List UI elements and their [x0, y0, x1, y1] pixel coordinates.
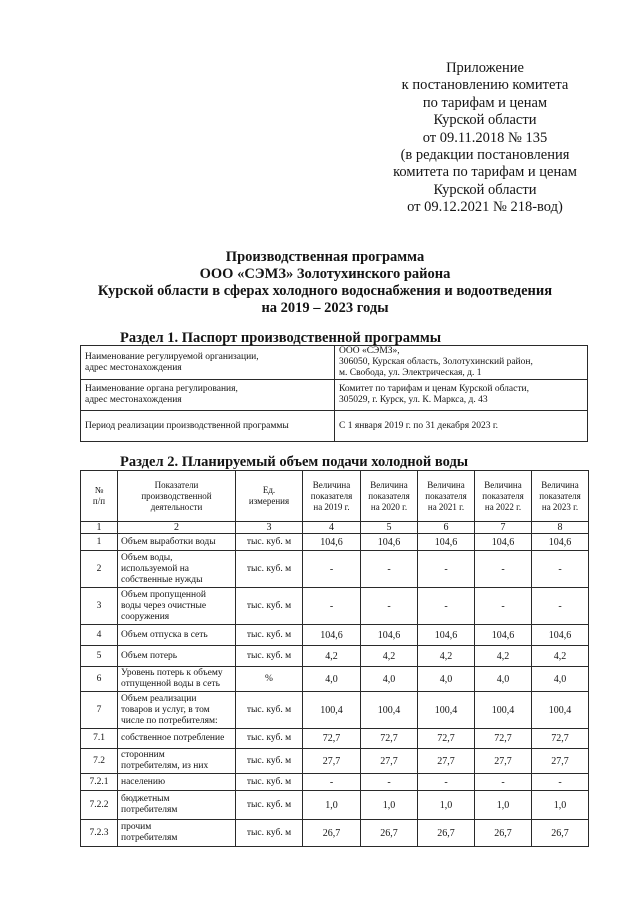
value-cell: -	[418, 774, 475, 791]
value-cell: -	[475, 551, 532, 588]
indicator-name-line: прочим	[121, 822, 152, 832]
value-cell: 27,7	[361, 749, 418, 774]
value-cell: 26,7	[532, 820, 589, 847]
column-header-line: Величина	[541, 479, 579, 490]
value-cell: -	[532, 588, 589, 625]
passport-row	[81, 411, 588, 442]
column-number: 8	[532, 522, 589, 534]
column-number: 6	[418, 522, 475, 534]
passport-value-line: ООО «СЭМЗ»,	[339, 346, 400, 356]
value-cell: 100,4	[361, 692, 418, 729]
appendix-line: Приложение	[446, 60, 524, 76]
table-row	[81, 667, 589, 692]
indicator-name-line: собственное потребление	[121, 733, 225, 743]
unit-cell: тыс. куб. м	[236, 588, 303, 625]
passport-label-line: адрес местонахождения	[85, 362, 182, 373]
indicator-name-line: числе по потребителям:	[121, 715, 218, 726]
column-header-line: показателя	[425, 490, 467, 501]
value-cell: 72,7	[418, 729, 475, 749]
column-header	[361, 471, 418, 522]
row-number: 6	[81, 667, 118, 692]
program-title-line: Производственная программа	[225, 249, 425, 265]
passport-value-line: Комитет по тарифам и ценам Курской области,	[339, 384, 529, 394]
indicator-name-line: населению	[121, 776, 166, 787]
value-cell: -	[361, 588, 418, 625]
value-cell: 27,7	[475, 749, 532, 774]
indicator-name-line: потребителям	[121, 805, 178, 815]
column-header-line: Величина	[312, 479, 351, 490]
column-header-line: на 2022 г.	[484, 501, 522, 512]
indicator-name-line: Объем выработки воды	[121, 536, 216, 547]
value-cell: 104,6	[303, 625, 361, 646]
value-cell: 4,2	[475, 646, 532, 667]
indicator-name	[118, 646, 236, 667]
passport-value	[335, 380, 588, 411]
indicator-name-line: воды через очистные	[121, 600, 207, 611]
passport-value-line: 305029, г. Курск, ул. К. Маркса, д. 43	[339, 395, 488, 405]
indicator-name	[118, 667, 236, 692]
indicator-name	[118, 729, 236, 749]
value-cell: 72,7	[532, 729, 589, 749]
program-title-line: ООО «СЭМЗ» Золотухинского района	[199, 266, 451, 282]
indicator-name-line: бюджетным	[121, 794, 170, 804]
value-cell: 104,6	[475, 625, 532, 646]
appendix-line: Курской области	[433, 181, 537, 198]
value-cell: 104,6	[475, 534, 532, 551]
indicator-name	[118, 791, 236, 820]
value-cell: 4,0	[418, 667, 475, 692]
column-header-line: на 2020 г.	[370, 501, 408, 512]
indicator-name-line: собственные нужды	[121, 574, 203, 585]
passport-table	[80, 345, 588, 442]
value-cell: 4,2	[361, 646, 418, 667]
passport-row	[81, 346, 588, 380]
water-volume-table	[80, 470, 589, 847]
column-header	[418, 471, 475, 522]
value-cell: 72,7	[303, 729, 361, 749]
column-header-line: измерения	[248, 496, 290, 506]
value-cell: 4,0	[475, 667, 532, 692]
value-cell: -	[361, 774, 418, 791]
value-cell: -	[418, 588, 475, 625]
indicator-name	[118, 625, 236, 646]
row-number: 5	[81, 646, 118, 667]
unit-cell: тыс. куб. м	[236, 551, 303, 588]
table-row	[81, 534, 589, 551]
indicator-name	[118, 534, 236, 551]
indicator-name-line: Объем пропущенной	[121, 589, 206, 600]
value-cell: 4,2	[418, 646, 475, 667]
column-header-line: Показатели	[154, 479, 199, 490]
table-row	[81, 791, 589, 820]
table-header-row	[81, 471, 589, 522]
value-cell: 26,7	[418, 820, 475, 847]
column-header	[118, 471, 236, 522]
indicator-name	[118, 692, 236, 729]
unit-cell: тыс. куб. м	[236, 791, 303, 820]
table-row	[81, 551, 589, 588]
table-row	[81, 749, 589, 774]
indicator-name-line: Объем воды,	[121, 552, 173, 563]
value-cell: -	[532, 551, 589, 588]
row-number: 3	[81, 588, 118, 625]
value-cell: 100,4	[532, 692, 589, 729]
indicator-name	[118, 551, 236, 588]
passport-label-line: Период реализации производственной программы	[85, 420, 289, 431]
column-header-line: №	[94, 485, 104, 495]
unit-cell: тыс. куб. м	[236, 749, 303, 774]
indicator-name	[118, 774, 236, 791]
value-cell: 27,7	[418, 749, 475, 774]
column-header-line: показателя	[368, 490, 410, 501]
passport-value-line: м. Свобода, ул. Электрическая, д. 1	[339, 368, 482, 378]
value-cell: 104,6	[532, 625, 589, 646]
row-number: 7.2.3	[81, 820, 118, 847]
indicator-name-line: отпущенной воды в сеть	[121, 679, 220, 689]
column-header-line: Величина	[370, 479, 408, 490]
passport-value-line: 306050, Курская область, Золотухинский район,	[339, 357, 533, 367]
passport-value	[335, 346, 588, 380]
table-row	[81, 774, 589, 791]
row-number: 7.1	[81, 729, 118, 749]
value-cell: -	[475, 588, 532, 625]
value-cell: 4,0	[361, 667, 418, 692]
passport-label-line: Наименование регулируемой организации,	[85, 351, 259, 362]
column-header-line: на 2023 г.	[541, 501, 579, 512]
program-title-line: Курской области в сферах холодного водоснабжения и водоотведения	[97, 283, 553, 299]
indicator-name	[118, 820, 236, 847]
passport-row	[81, 380, 588, 411]
column-header-line: на 2021 г.	[427, 501, 465, 512]
value-cell: 100,4	[303, 692, 361, 729]
value-cell: -	[475, 774, 532, 791]
value-cell: 4,0	[303, 667, 361, 692]
table-row	[81, 646, 589, 667]
appendix-line: комитета по тарифам и ценам	[393, 164, 577, 181]
indicator-name-line: Объем отпуска в сеть	[121, 629, 208, 640]
column-header	[81, 471, 118, 522]
column-number: 7	[475, 522, 532, 534]
column-header	[236, 471, 303, 522]
indicator-name-line: потребителям, из них	[121, 761, 209, 771]
column-number-row	[81, 522, 589, 534]
value-cell: 104,6	[303, 534, 361, 551]
column-header-line: показателя	[310, 490, 353, 501]
row-number: 7.2.2	[81, 791, 118, 820]
passport-label	[81, 411, 335, 442]
table-row	[81, 625, 589, 646]
column-number: 1	[81, 522, 118, 534]
column-number: 5	[361, 522, 418, 534]
section1-heading: Раздел 1. Паспорт производственной программы	[120, 330, 442, 346]
appendix-line: Курской области	[433, 112, 537, 129]
value-cell: 1,0	[532, 791, 589, 820]
table-row	[81, 729, 589, 749]
column-header	[475, 471, 532, 522]
value-cell: 26,7	[361, 820, 418, 847]
unit-cell: %	[236, 667, 303, 692]
passport-value	[335, 411, 588, 442]
column-header-line: Величина	[484, 479, 522, 490]
appendix-line: (в редакции постановления	[400, 147, 570, 164]
indicator-name-line: потребителям	[121, 833, 178, 843]
appendix-line: к постановлению комитета	[401, 77, 569, 94]
unit-cell: тыс. куб. м	[236, 774, 303, 791]
indicator-name-line: Уровень потерь к объему	[121, 668, 223, 678]
unit-cell: тыс. куб. м	[236, 729, 303, 749]
value-cell: 1,0	[475, 791, 532, 820]
row-number: 2	[81, 551, 118, 588]
column-number: 2	[118, 522, 236, 534]
table-row	[81, 588, 589, 625]
table-row	[81, 820, 589, 847]
column-header	[532, 471, 589, 522]
program-title-line: на 2019 – 2023 годы	[261, 300, 389, 316]
appendix-line: от 09.11.2018 № 135	[422, 129, 548, 146]
value-cell: 4,0	[532, 667, 589, 692]
value-cell: 72,7	[361, 729, 418, 749]
appendix-line: по тарифам и ценам	[422, 94, 548, 111]
column-number: 4	[303, 522, 361, 534]
column-header-line: Ед.	[262, 485, 276, 495]
table-row	[81, 692, 589, 729]
value-cell: -	[418, 551, 475, 588]
unit-cell: тыс. куб. м	[236, 534, 303, 551]
indicator-name-line: сооружения	[121, 611, 170, 622]
value-cell: 1,0	[361, 791, 418, 820]
value-cell: -	[303, 774, 361, 791]
value-cell: 27,7	[303, 749, 361, 774]
column-header-line: деятельности	[150, 501, 203, 512]
indicator-name	[118, 749, 236, 774]
value-cell: 1,0	[418, 791, 475, 820]
column-header-line: показателя	[539, 490, 581, 501]
value-cell: 104,6	[418, 625, 475, 646]
value-cell: 26,7	[303, 820, 361, 847]
value-cell: 27,7	[532, 749, 589, 774]
passport-label	[81, 346, 335, 380]
column-header-line: п/п	[92, 496, 106, 506]
value-cell: 104,6	[361, 534, 418, 551]
section2-heading: Раздел 2. Планируемый объем подачи холодной воды	[120, 454, 469, 470]
passport-value-line: С 1 января 2019 г. по 31 декабря 2023 г.	[339, 420, 499, 431]
indicator-name-line: сторонним	[121, 750, 165, 760]
column-header-line: Величина	[427, 479, 465, 490]
row-number: 7	[81, 692, 118, 729]
value-cell: -	[303, 551, 361, 588]
value-cell: -	[303, 588, 361, 625]
unit-cell: тыс. куб. м	[236, 820, 303, 847]
indicator-name	[118, 588, 236, 625]
value-cell: 1,0	[303, 791, 361, 820]
value-cell: 104,6	[361, 625, 418, 646]
appendix-line: от 09.12.2021 № 218-вод)	[407, 199, 563, 216]
value-cell: 100,4	[475, 692, 532, 729]
unit-cell: тыс. куб. м	[236, 625, 303, 646]
row-number: 7.2.1	[81, 774, 118, 791]
value-cell: 26,7	[475, 820, 532, 847]
passport-label	[81, 380, 335, 411]
column-number: 3	[236, 522, 303, 534]
indicator-name-line: используемой на	[121, 563, 189, 574]
value-cell: 4,2	[532, 646, 589, 667]
value-cell: 100,4	[418, 692, 475, 729]
appendix-block	[340, 60, 630, 217]
column-header-line: на 2019 г.	[313, 501, 350, 512]
column-header-line: производственной	[141, 490, 212, 501]
column-header-line: показателя	[482, 490, 524, 501]
indicator-name-line: товаров и услуг, в том	[121, 704, 210, 715]
value-cell: 104,6	[532, 534, 589, 551]
value-cell: 104,6	[418, 534, 475, 551]
value-cell: -	[532, 774, 589, 791]
unit-cell: тыс. куб. м	[236, 646, 303, 667]
row-number: 7.2	[81, 749, 118, 774]
row-number: 4	[81, 625, 118, 646]
column-header	[303, 471, 361, 522]
program-title	[60, 249, 590, 317]
value-cell: 4,2	[303, 646, 361, 667]
row-number: 1	[81, 534, 118, 551]
indicator-name-line: Объем потерь	[121, 650, 178, 661]
passport-label-line: Наименование органа регулирования,	[85, 384, 238, 394]
value-cell: 72,7	[475, 729, 532, 749]
indicator-name-line: Объем реализации	[121, 693, 197, 704]
passport-label-line: адрес местонахождения	[85, 395, 182, 405]
unit-cell: тыс. куб. м	[236, 692, 303, 729]
value-cell: -	[361, 551, 418, 588]
